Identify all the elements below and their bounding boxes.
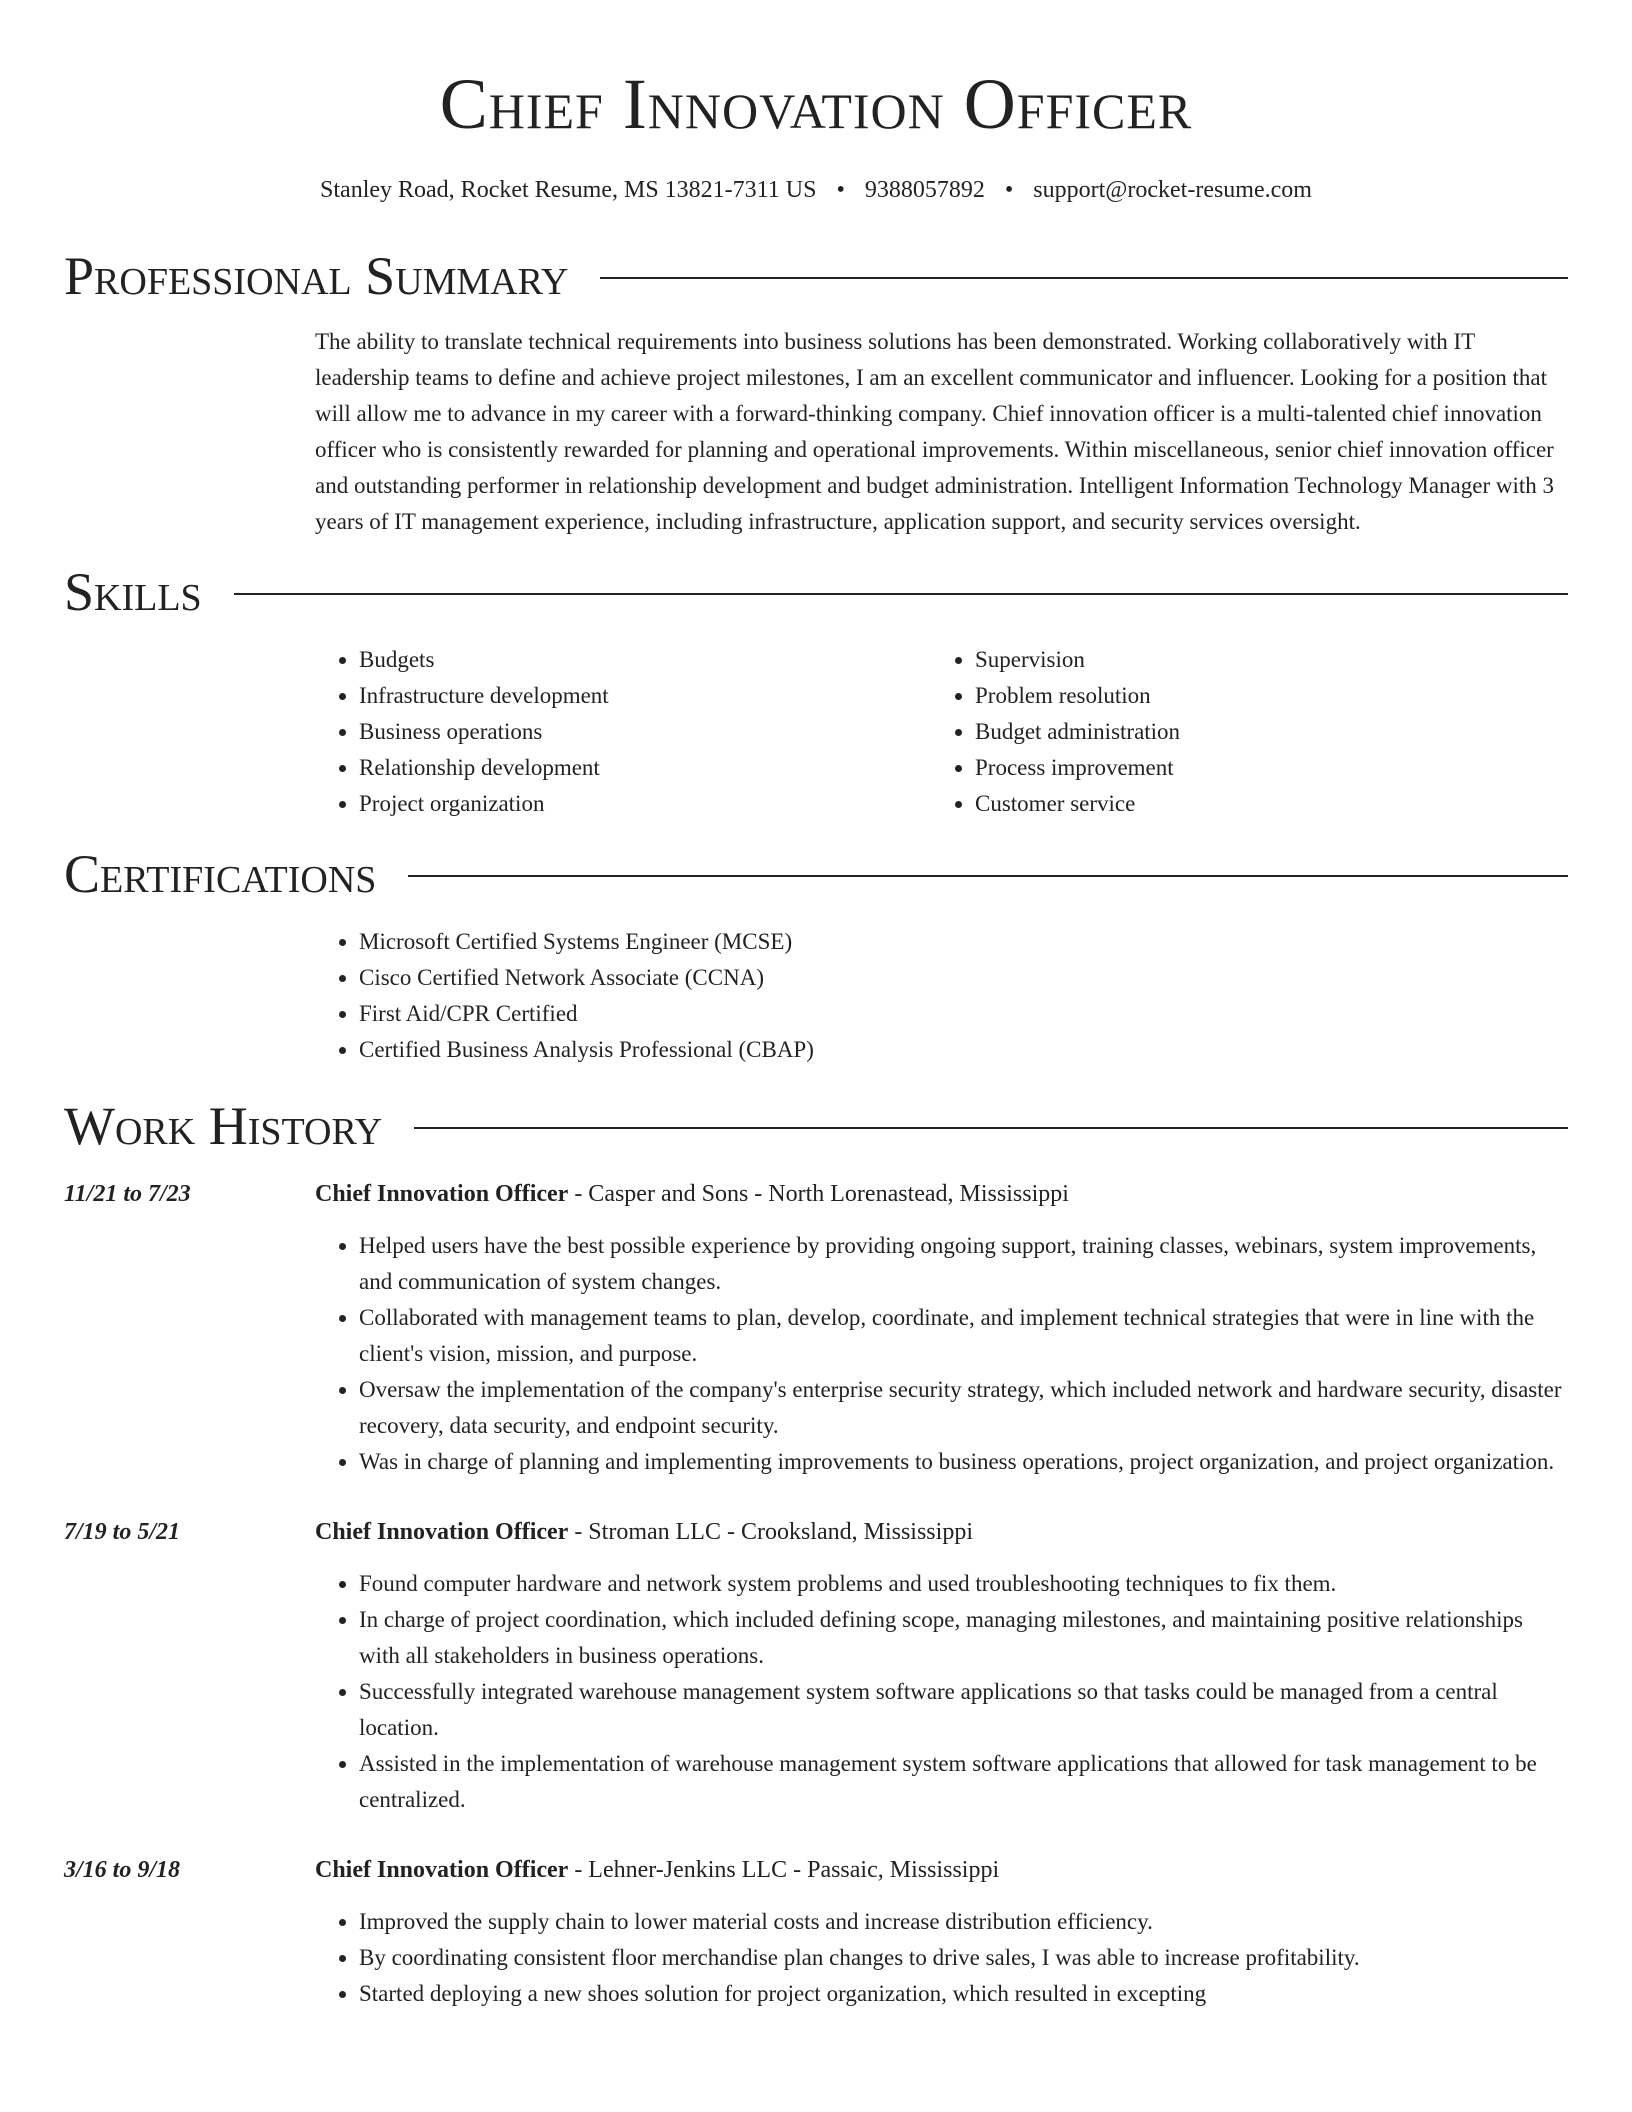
contact-address: Stanley Road, Rocket Resume, MS 13821-7311 US: [320, 177, 817, 203]
resume-name: Chief Innovation Officer: [439, 64, 1193, 144]
certifications-body: [315, 924, 1568, 1068]
skill-item: • Process improvement: [975, 750, 1547, 786]
certification-item: • Cisco Certified Network Associate (CCNA): [359, 960, 1568, 996]
skill-item: • Business operations: [359, 714, 931, 750]
job-details: [315, 1514, 1568, 1818]
job-company-location: - Casper and Sons - North Lorenastead, Mississippi: [568, 1181, 1069, 1207]
skills-header: [64, 562, 1568, 622]
summary-heading: Professional Summary: [64, 246, 569, 306]
skill-item: • Customer service: [975, 786, 1547, 822]
job-bullet: • Was in charge of planning and implementing improvements to business operations, project organization, and project organization.: [359, 1444, 1568, 1480]
skills-column-right: [931, 642, 1547, 822]
contact-separator: •: [1004, 177, 1014, 203]
section-divider: [600, 277, 1568, 279]
summary-body: [315, 324, 1568, 540]
skill-item: • Budget administration: [975, 714, 1547, 750]
job-dates: 3/16 to 9/18: [64, 1857, 181, 1883]
job-bullets: [315, 1228, 1568, 1480]
job-dates: 7/19 to 5/21: [64, 1519, 181, 1545]
skill-item: • Infrastructure development: [359, 678, 931, 714]
job-title: Chief Innovation Officer: [315, 1181, 569, 1207]
job-entry: [64, 1852, 1568, 2012]
job-bullet: • In charge of project coordination, which included defining scope, managing milestones, and maintaining positive relationships with all stakeholders in business operations.: [359, 1602, 1568, 1674]
job-company-location: - Lehner-Jenkins LLC - Passaic, Mississippi: [568, 1857, 1000, 1883]
summary-text: The ability to translate technical requirements into business solutions has been demonstrated. Working collaboratively with IT leadership teams to define and achieve project milestones, I am an excellent communicator and influencer. Looking for a position that will allow me to advance in my career with a forward-thinking company. Chief innovation officer is a multi-talented chief innovation officer who is consistently rewarded for planning and operational improvements. Within miscellaneous, senior chief innovation officer and outstanding performer in relationship development and budget administration. Intelligent Information Technology Manager with 3 years of IT management experience, including infrastructure, application support, and security services oversight.: [315, 329, 1555, 534]
skill-item: • Relationship development: [359, 750, 931, 786]
skill-item: • Problem resolution: [975, 678, 1547, 714]
job-bullets: [315, 1904, 1568, 2012]
job-details: [315, 1852, 1568, 2012]
certifications-heading: Certifications: [64, 844, 377, 904]
skill-item: • Budgets: [359, 642, 931, 678]
certification-item: • First Aid/CPR Certified: [359, 996, 1568, 1032]
certification-item: • Microsoft Certified Systems Engineer (MCSE): [359, 924, 1568, 960]
job-entry: [64, 1514, 1568, 1818]
job-bullet: • Helped users have the best possible experience by providing ongoing support, training classes, webinars, system improvements, and communication of system changes.: [359, 1228, 1568, 1300]
contact-email: support@rocket-resume.com: [1033, 177, 1312, 203]
job-bullet: • Started deploying a new shoes solution for project organization, which resulted in excepting: [359, 1976, 1568, 2012]
skills-list-left: [315, 642, 931, 822]
summary-header: [64, 246, 1568, 306]
skill-item: • Project organization: [359, 786, 931, 822]
job-title: Chief Innovation Officer: [315, 1857, 569, 1883]
job-bullet: • Collaborated with management teams to plan, develop, coordinate, and implement technical strategies that were in line with the client's vision, mission, and purpose.: [359, 1300, 1568, 1372]
job-bullet: • By coordinating consistent floor merchandise plan changes to drive sales, I was able to increase profitability.: [359, 1940, 1568, 1976]
skills-list-right: [931, 642, 1547, 822]
skills-section: [64, 562, 1568, 822]
job-bullet: • Oversaw the implementation of the company's enterprise security strategy, which included network and hardware security, disaster recovery, data security, and endpoint security.: [359, 1372, 1568, 1444]
certifications-section: [64, 844, 1568, 1068]
job-heading: [315, 1852, 1568, 1888]
certifications-list: [315, 924, 1568, 1068]
work-history-heading: Work History: [64, 1096, 383, 1156]
work-history-header: [64, 1096, 1568, 1156]
skills-column-left: [315, 642, 931, 822]
contact-phone: 9388057892: [864, 177, 985, 203]
certifications-header: [64, 844, 1568, 904]
job-details: [315, 1176, 1568, 1480]
job-bullet: • Successfully integrated warehouse management system software applications so that tasks could be managed from a central location.: [359, 1674, 1568, 1746]
job-dates: 11/21 to 7/23: [64, 1181, 191, 1207]
job-bullet: • Assisted in the implementation of warehouse management system software applications that allowed for task management to be centralized.: [359, 1746, 1568, 1818]
job-title: Chief Innovation Officer: [315, 1519, 569, 1545]
job-bullet: • Improved the supply chain to lower material costs and increase distribution efficiency.: [359, 1904, 1568, 1940]
summary-section: [64, 246, 1568, 540]
job-company-location: - Stroman LLC - Crooksland, Mississippi: [568, 1519, 973, 1545]
job-bullets: [315, 1566, 1568, 1818]
contact-line: [64, 174, 1568, 206]
job-heading: [315, 1176, 1568, 1212]
section-divider: [234, 593, 1568, 595]
section-divider: [414, 1127, 1568, 1129]
skills-grid: [315, 642, 1568, 822]
skill-item: • Supervision: [975, 642, 1547, 678]
section-divider: [408, 875, 1568, 877]
job-bullet: • Found computer hardware and network system problems and used troubleshooting techniques to fix them.: [359, 1566, 1568, 1602]
skills-heading: Skills: [64, 562, 202, 622]
work-history-section: [64, 1096, 1568, 2012]
job-heading: [315, 1514, 1568, 1550]
job-entry: [64, 1176, 1568, 1480]
contact-separator: •: [836, 177, 845, 203]
certification-item: • Certified Business Analysis Professional (CBAP): [359, 1032, 1568, 1068]
resume-page: [64, 0, 1568, 2012]
